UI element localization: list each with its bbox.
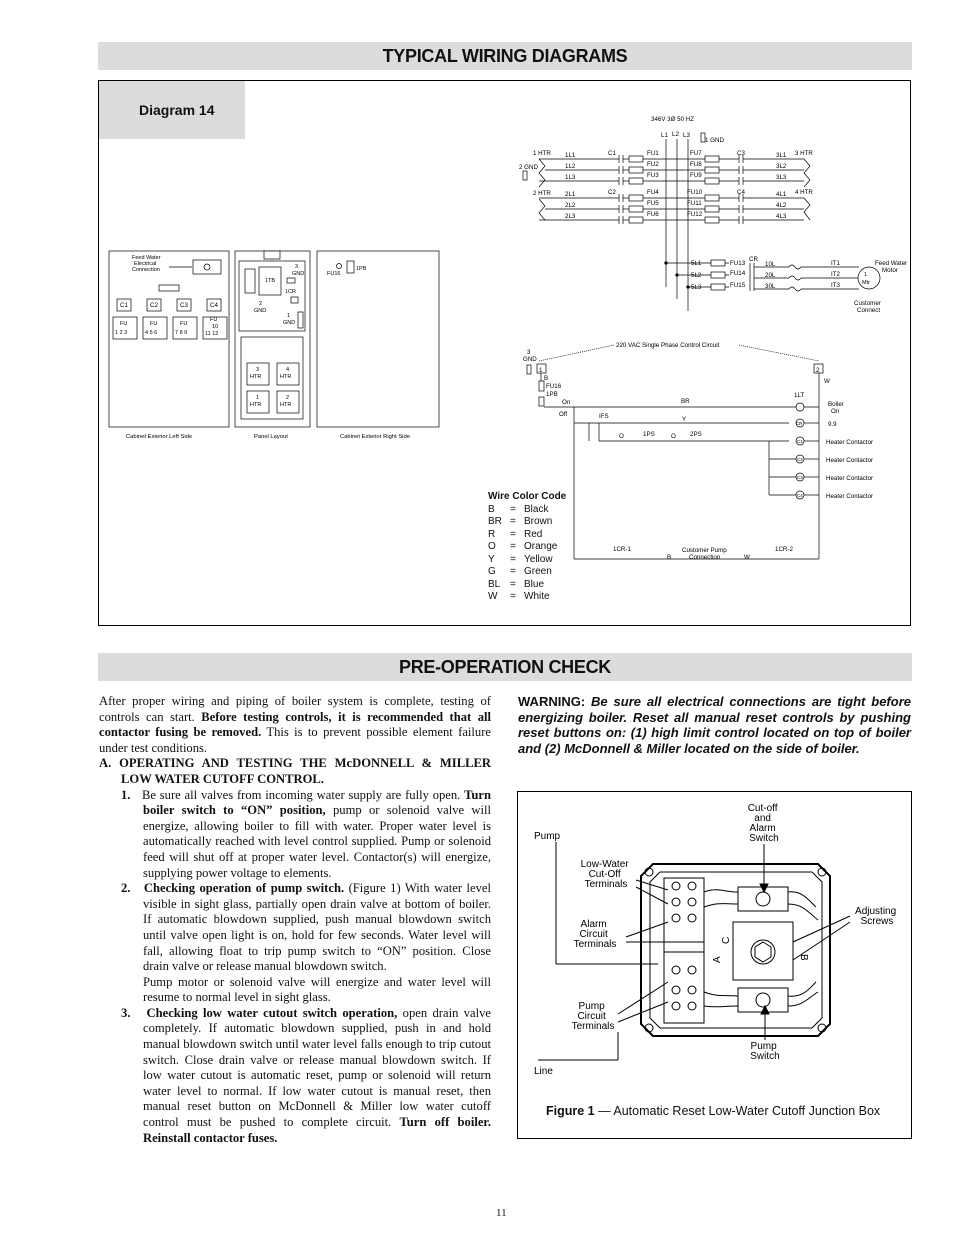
it1: IT1 [831,260,840,267]
fig-pump-switch-label: Pump Switch [750,1041,780,1062]
c4-label: C4 [737,189,745,196]
svg-text:1 2 3: 1 2 3 [115,330,128,336]
3l1: 3L1 [776,152,787,159]
svg-text:2PS: 2PS [690,431,702,438]
step-2-continued: Pump motor or solenoid valve will energize and water level will resume to normal level in sight glass. [143,974,491,1005]
svg-text:O: O [619,433,624,440]
fu8: FU8 [690,161,702,168]
svg-text:Heater Contactor: Heater Contactor [826,457,874,464]
htr1-label: 1 HTR [533,150,551,157]
htr3-label: 3 HTR [795,150,813,157]
svg-text:B: B [667,554,672,561]
step-1: 1. Be sure all valves from incoming water supply are fully open. Turn boiler switch to “ON” position, pump or solenoid valve will energize, allowing boiler to fill with water. Proper water level is automatically reached with level control supplied. Pump or solenoid feed will shut off at proper water level. Contactor(s) will energize, supplying power voltage to elements. [121,787,491,880]
svg-text:2: 2 [259,301,263,307]
step-3: 3. Checking low water cutout switch operation, open drain valve completely. If automatic blowdown supplied, push in and hold manual blowdown switch until water level falls enough to trip cutout switch. Close drain valve or release manual blowdown switch. If low water cutout is automatic reset, pump or solenoid will return water level to normal. If low water cutout is manual reset, then manual reset button on McDonnell & Miller low water cutoff control must be pushed to complete circuit. Turn off boiler. Reinstall contactor fuses. [121,1005,492,1145]
svg-text:7 8 9: 7 8 9 [175,330,188,336]
svg-text:1CR: 1CR [285,289,297,295]
diagram-label: Diagram 14 [99,81,245,139]
fu2: FU2 [647,161,659,168]
svg-text:1PS: 1PS [643,431,655,438]
svg-text:3: 3 [256,367,260,373]
svg-text:1: 1 [256,395,260,401]
fig-lw-label: Low-Water Cut-Off Terminals [580,859,629,890]
2l3: 2L3 [565,213,576,220]
svg-text:Mtr: Mtr [862,280,870,286]
svg-text:W: W [824,378,830,385]
fig-pump-terminals-label: Pump Circuit Terminals [571,1001,615,1032]
power-label: 346V 3Ø 50 HZ [651,116,694,123]
pump-conn-label: Customer Pump Connection [682,547,727,561]
svg-text:GND: GND [283,320,296,326]
boiler-on-label: Boiler On [828,401,844,415]
svg-text:1PB: 1PB [546,391,558,398]
figure-1-box [517,791,912,1139]
legend-row: B = Black [488,503,549,515]
svg-text:C2: C2 [150,302,158,309]
it3: IT3 [831,282,840,289]
svg-text:On: On [562,399,571,406]
svg-text:FU: FU [180,321,188,327]
svg-text:3: 3 [295,264,299,270]
10l: 10L [765,261,776,268]
4l1: 4L1 [776,191,787,198]
c1-label: C1 [608,150,616,157]
fu14: FU14 [730,270,746,277]
5l3: 5L3 [691,284,702,291]
svg-text:C: C [721,936,732,944]
warning-label: WARNING: [518,694,586,709]
svg-text:Heater Contactor: Heater Contactor [826,475,874,482]
svg-text:FU16: FU16 [546,383,562,390]
instructions-column [99,694,491,1146]
svg-text:Off: Off [559,411,568,418]
svg-text:B: B [798,954,809,961]
svg-text:Y: Y [682,416,687,423]
fu12: FU12 [687,211,703,218]
fu15: FU15 [730,282,746,289]
svg-text:1LT: 1LT [794,392,805,399]
legend-row: BR = Brown [488,516,553,527]
junction-box-illustration [518,792,911,1138]
legend-row: Y = Yellow [488,553,553,565]
page-number: 11 [496,1207,507,1219]
figure-caption: Figure 1 — Automatic Reset Low-Water Cutoff Junction Box [546,1104,881,1118]
line-l1: L1 [661,132,668,139]
fu6: FU6 [647,211,659,218]
svg-text:1CR-2: 1CR-2 [775,546,793,553]
fig-pump-label: Pump [534,831,561,842]
svg-text:2: 2 [816,367,820,374]
svg-text:9.9: 9.9 [828,421,837,428]
svg-text:HTR: HTR [280,374,292,380]
fu9: FU9 [690,172,702,179]
fu7: FU7 [690,150,702,157]
svg-text:1: 1 [864,272,868,278]
gnd2-icon [523,171,527,180]
svg-text:1TB: 1TB [265,278,276,284]
section-banner-preop: PRE-OPERATION CHECK [98,653,912,681]
svg-text:10: 10 [212,324,219,330]
cr-label: CR [749,256,758,263]
feed-elec-label: Feed Water Electrical Connection [132,255,161,273]
htr2-label: 2 HTR [533,190,551,197]
svg-text:FU: FU [150,321,158,327]
section-banner-wiring: TYPICAL WIRING DIAGRAMS [98,42,912,70]
svg-text:CR: CR [796,421,803,426]
svg-text:1PB: 1PB [356,266,367,272]
2l2: 2L2 [565,202,576,209]
gnd3-label: 3 GND [523,349,537,363]
svg-text:Panel Layout: Panel Layout [254,434,288,440]
20l: 20L [765,272,776,279]
svg-text:C2: C2 [797,457,803,462]
fu11: FU11 [687,200,702,207]
5l1: 5L1 [691,260,702,267]
svg-text:B: B [544,375,549,382]
svg-text:FU: FU [210,317,218,323]
svg-text:W: W [744,554,750,561]
gnd1-label: 1 GND [705,137,724,144]
it2: IT2 [831,271,840,278]
feed-motor-label: Feed Water Motor [875,260,908,274]
5l2: 5L2 [691,272,702,279]
svg-text:FU16: FU16 [327,271,341,277]
legend-row: G = Green [488,566,552,577]
svg-text:Heater Contactor: Heater Contactor [826,493,874,500]
fig-cutoff-label: Cut-off and Alarm Switch [747,803,779,844]
2l1: 2L1 [565,191,576,198]
intro-paragraph: After proper wiring and piping of boiler system is complete, testing of controls can start. Before testing controls, it is recommended that all contactor fusing be removed. This is to prevent possible element failure under test conditions. [99,694,492,755]
svg-text:4: 4 [286,367,290,373]
lamp-icon [796,403,804,411]
svg-text:HTR: HTR [280,402,292,408]
fu13: FU13 [730,260,746,267]
svg-text:C4: C4 [797,493,803,498]
svg-text:2: 2 [286,395,290,401]
svg-text:Cabinet Exterior Right Side: Cabinet Exterior Right Side [340,434,410,440]
wire-color-legend [488,491,566,604]
svg-text:A: A [712,956,723,963]
htr4-label: 4 HTR [795,189,813,196]
3l2: 3L2 [776,163,787,170]
fu5: FU5 [647,200,659,207]
svg-text:1: 1 [287,313,291,319]
line-l2: L2 [672,131,679,138]
svg-text:C1: C1 [120,302,128,309]
30l: 30L [765,283,776,290]
svg-text:C3: C3 [797,475,803,480]
legend-row: BL = Blue [488,578,545,590]
legend-title: Wire Color Code [488,491,567,502]
section-a-heading: A. OPERATING AND TESTING THE McDONNELL & MILLER LOW WATER CUTOFF CONTROL. [99,756,491,786]
warning-notice [518,694,911,756]
svg-text:GND: GND [254,308,267,314]
legend-row: R = Red [488,528,543,540]
svg-text:FU: FU [120,321,128,327]
4l3: 4L3 [776,213,787,220]
line-l3: L3 [683,132,690,139]
fig-alarm-label: Alarm Circuit Terminals [573,919,617,950]
fig-line-label: Line [534,1066,553,1077]
svg-text:GND: GND [292,271,305,277]
svg-text:4 5 6: 4 5 6 [145,330,158,336]
fig-adj-label: Adjusting Screws [855,906,897,927]
svg-text:C4: C4 [210,302,218,309]
svg-text:BR: BR [681,398,690,405]
3l3: 3L3 [776,174,787,181]
svg-text:Heater Contactor: Heater Contactor [826,439,874,446]
fu10: FU10 [687,189,703,196]
4l2: 4L2 [776,202,787,209]
control-circuit-label: 220 VAC Single Phase Control Circuit [616,342,720,349]
c2-label: C2 [608,189,616,196]
cabinet-right [317,251,439,427]
gnd2-label: 2 GND [519,164,538,171]
1l1: 1L1 [565,152,576,159]
svg-text:IFS: IFS [599,413,609,420]
fu1: FU1 [647,150,659,157]
1l3: 1L3 [565,174,576,181]
c3-label: C3 [737,150,745,157]
legend-row: O = Orange [488,541,558,552]
fu3: FU3 [647,172,659,179]
customer-connect-label: Customer Connect [854,300,881,314]
svg-text:HTR: HTR [250,374,262,380]
svg-text:1CR-1: 1CR-1 [613,546,631,553]
fu4: FU4 [647,189,659,196]
warning-text: Be sure all electrical connections are tight before energizing boiler. Reset all manual reset controls by pushing reset buttons on: (1) high limit control located on top of boiler and (2) McDonnell & Miller located on the side of boiler. [518,694,911,756]
svg-text:1: 1 [539,367,543,374]
gnd3-icon [527,365,531,374]
svg-text:C3: C3 [180,302,188,309]
svg-text:HTR: HTR [250,402,262,408]
legend-row: W = White [488,591,550,602]
step-2: 2. Checking operation of pump switch. (Figure 1) With water level visible in sight glass, partially open drain valve at bottom of boiler. If automatic blowdown supplied, push manual blowdown switch until valve open light is on, hold for few seconds. Water level will fall, allowing float to trip pump switch to “ON” position. Close drain valve or release manual blowdown switch. [121,881,491,974]
svg-text:O: O [671,433,676,440]
svg-text:11 12: 11 12 [205,331,219,337]
svg-text:Cabinet Exterior Left Side: Cabinet Exterior Left Side [126,434,193,440]
1l2: 1L2 [565,163,576,170]
svg-text:C1: C1 [797,439,803,444]
